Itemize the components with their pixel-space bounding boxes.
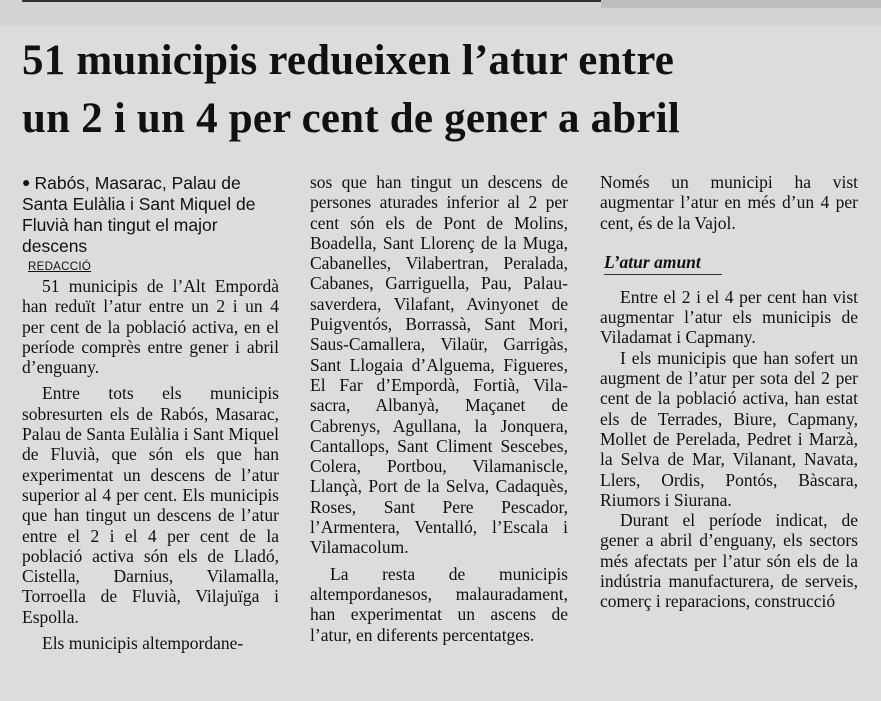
article-column-3 (600, 172, 858, 612)
body-paragraph: Durant el període indicat, de gener a abril d’enguany, els sectors més afectats per l’atur són els de la indústria manufacturera, de serveis, comerç i reparacions, construcció (600, 510, 858, 612)
subheading: L’atur amunt (604, 251, 701, 272)
body-paragraph: Entre el 2 i el 4 per cent han vist augmentar l’atur els municipis de Viladamat i Capmany. (600, 286, 858, 348)
lead-text: Rabós, Masarac, Palau de Santa Eulàlia i Sant Miquel de Fluvià han tingut el major descens (22, 173, 256, 256)
body-paragraph: sos que han tingut un descens de persones aturades inferior al 2 per cent són els de Pont de Molins, Boadella, Sant Llorenç de la Muga, Cabanelles, Vilabertran, Peralada, Cabanes, Garriguella, Pau, Palau-saverdera, Vilafant, Avinyonet de Puigventós, Borrassà, Sant Mori, Saus-Camallera, Vilaür, Garrigàs, Sant Llogaia d’Alguema, Figueres, El Far d’Empordà, Fortià, Vila-sacra, Albanyà, Maçanet de Cabrenys, Agullana, la Jonquera, Cantallops, Sant Climent Sescebes, Colera, Portbou, Vilamaniscle, Llançà, Port de la Selva, Cadaquès, Roses, Sant Pere Pescador, l’Armentera, Ventalló, l’Escala i Vilamacolum. (310, 172, 568, 558)
body-paragraph: Entre tots els municipis sobresurten els de Rabós, Masarac, Palau de Santa Eulàlia i Sant Miquel de Fluvià, que són els que han experimentat un descens de l’atur superior al 4 per cent. Els municipis que han tingut un descens de l’atur entre el 2 i el 4 per cent de la població activa són els de Lladó, Cistella, Darnius, Vilamalla, Torroella de Fluvià, Vilajuïga i Espolla. (22, 383, 279, 627)
headline-line-2: un 2 i un 4 per cent de gener a abril (22, 95, 681, 142)
body-paragraph: La resta de municipis altempordanesos, malauradament, han experimentat un ascens de l’atur, en diferents percentatges. (310, 563, 568, 645)
body-paragraph: Només un municipi ha vist augmentar l’atur en més d’un 4 per cent, és de la Vajol. (600, 172, 858, 233)
page-corner-shade (601, 0, 881, 8)
byline: REDACCIÓ (28, 261, 92, 273)
body-paragraph: Els municipis altempordane- (42, 633, 244, 654)
lead-paragraph (22, 172, 279, 257)
subheading-underline (604, 274, 722, 275)
article-column-2 (310, 172, 568, 645)
top-rule (0, 0, 881, 26)
body-paragraph: I els municipis que han sofert un augment de l’atur per sota del 2 per cent de la població activa, han estat els de Terrades, Biure, Capmany, Mollet de Perelada, Pedret i Marzà, la Selva de Mar, Vilanant, Navata, Llers, Ordis, Pontós, Bàscara, Riumors i Siurana. (600, 347, 858, 510)
headline (22, 32, 872, 148)
article-column-1 (22, 172, 279, 653)
headline-line-1: 51 municipis redueixen l’atur entre (22, 37, 674, 84)
bullet-icon: ● (22, 174, 31, 190)
body-paragraph: 51 municipis de l’Alt Empordà han reduït l’atur entre un 2 i un 4 per cent de la població activa, en el període comprès entre gener i abril d’enguany. (22, 276, 279, 378)
